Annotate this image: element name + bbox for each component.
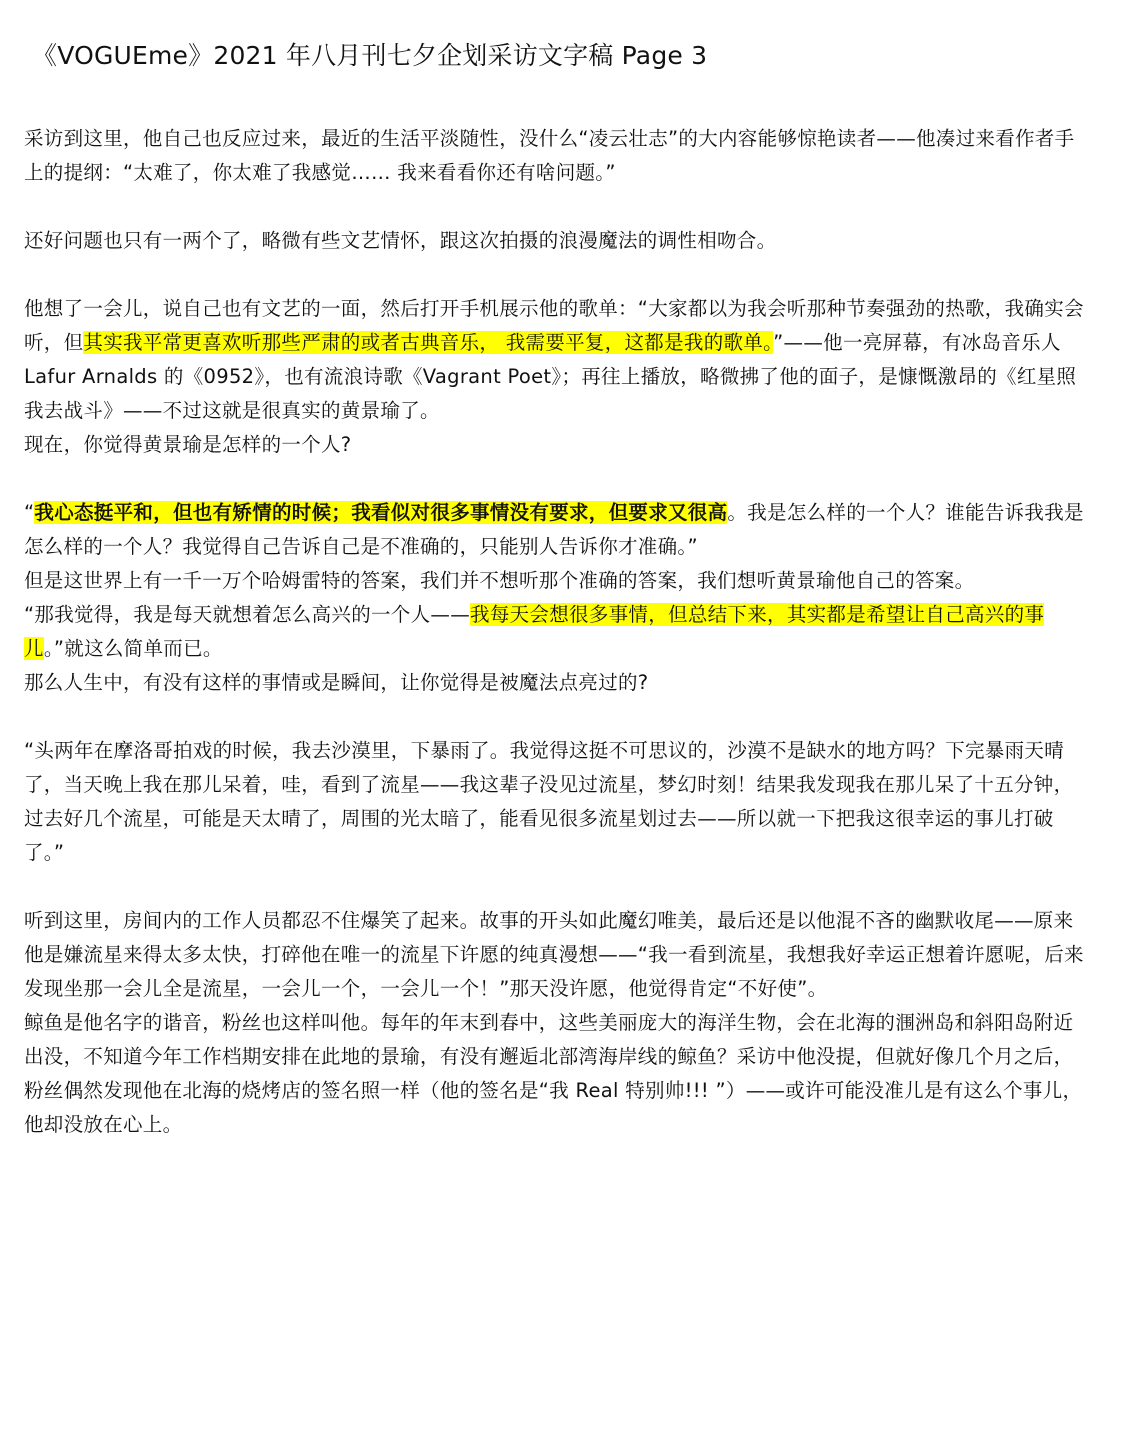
paragraph-3-highlight: 其实我平常更喜欢听那些严肃的或者古典音乐， 我需要平复，这都是我的歌单。 (83, 331, 774, 354)
line-3-text-end: 。”就这么简单而已。 (43, 637, 223, 660)
question-who-is-he: 现在，你觉得黄景瑜是怎样的一个人? (24, 433, 352, 456)
paragraph-gap (24, 190, 1087, 224)
line-3-text: “那我觉得，我是每天就想着怎么高兴的一个人—— (24, 603, 471, 626)
question-magic-moment: 那么人生中，有没有这样的事情或是瞬间，让你觉得是被魔法点亮过的? (24, 671, 649, 694)
paragraph-4-text: 。我是怎么样的一个人？谁能告诉我我是怎么样的一个人？我觉得自己告诉自己是不准确的，只能别人告诉你才准确。” (24, 501, 1084, 558)
paragraph-2: 还好问题也只有一两个了，略微有些文艺情怀，跟这次拍摄的浪漫魔法的调性相吻合。 (24, 229, 777, 252)
document-title: 《VOGUEme》2021 年八月刊七夕企划采访文字稿 Page 3 (32, 41, 708, 70)
paragraph-3-text-cont: ”——他一亮屏幕，有冰岛音乐人 Lafur Arnalds 的《0952》，也有流浪诗歌《Vagrant Poet》；再往上播放，略微拂了他的面子，是慷慨激昂的《红星照我去战斗》——不过这就是很真实的黄景瑜了。 (24, 331, 1077, 422)
paragraph-4 (24, 496, 1087, 564)
paragraph-4-line-3 (24, 598, 1087, 666)
paragraph-gap (24, 870, 1087, 904)
paragraph-6: 听到这里，房间内的工作人员都忍不住爆笑了起来。故事的开头如此魔幻唯美，最后还是以他混不吝的幽默收尾——原来他是嫌流星来得太多太快，打碎他在唯一的流星下许愿的纯真漫想——“我一看到流星，我想我好幸运正想着许愿呢，后来发现坐那一会儿全是流星，一会儿一个，一会儿一个！”那天没许愿，他觉得肯定“不好使”。 (24, 909, 1084, 1000)
line-3-highlight: 我每天会想很多事情，但总结下来，其实都是希望让自己高兴的事儿 (24, 603, 1045, 660)
paragraph-5: “头两年在摩洛哥拍戏的时候，我去沙漠里，下暴雨了。我觉得这挺不可思议的，沙漠不是缺水的地方吗？下完暴雨天晴了，当天晚上我在那儿呆着，哇，看到了流星——我这辈子没见过流星，梦幻时刻！结果我发现我在那儿呆了十五分钟，过去好几个流星，可能是天太晴了，周围的光太暗了，能看见很多流星划过去——所以就一下把我这很幸运的事儿打破了。” (24, 739, 1074, 864)
paragraph-1: 采访到这里，他自己也反应过来，最近的生活平淡随性，没什么“凌云壮志”的大内容能够惊艳读者——他凑过来看作者手上的提纲：“太难了，你太难了我感觉…… 我来看看你还有啥问题。” (24, 127, 1075, 184)
paragraph-3-text: 他想了一会儿，说自己也有文艺的一面，然后打开手机展示他的歌单：“大家都以为我会听那种节奏强劲的热歌，我确实会听，但 (24, 297, 1084, 354)
paragraph-4-highlight: 我心态挺平和，但也有矫情的时候；我看似对很多事情没有要求，但要求又很高 (34, 501, 728, 524)
paragraph-3 (24, 292, 1087, 428)
open-quote: “ (24, 501, 35, 524)
paragraph-4-line-2: 但是这世界上有一千一万个哈姆雷特的答案，我们并不想听那个准确的答案，我们想听黄景瑜他自己的答案。 (24, 569, 975, 592)
paragraph-gap (24, 258, 1087, 292)
paragraph-7: 鲸鱼是他名字的谐音，粉丝也这样叫他。每年的年末到春中，这些美丽庞大的海洋生物，会在北海的涠洲岛和斜阳岛附近出没，不知道今年工作档期安排在此地的景瑜，有没有邂逅北部湾海岸线的鲸鱼？采访中他没提，但就好像几个月之后，粉丝偶然发现他在北海的烧烤店的签名照一样（他的签名是“我 Real 特别帅!!! ”）——或许可能没准儿是有这么个事儿，他却没放在心上。 (24, 1011, 1083, 1136)
paragraph-gap (24, 462, 1087, 496)
paragraph-gap (24, 700, 1087, 734)
